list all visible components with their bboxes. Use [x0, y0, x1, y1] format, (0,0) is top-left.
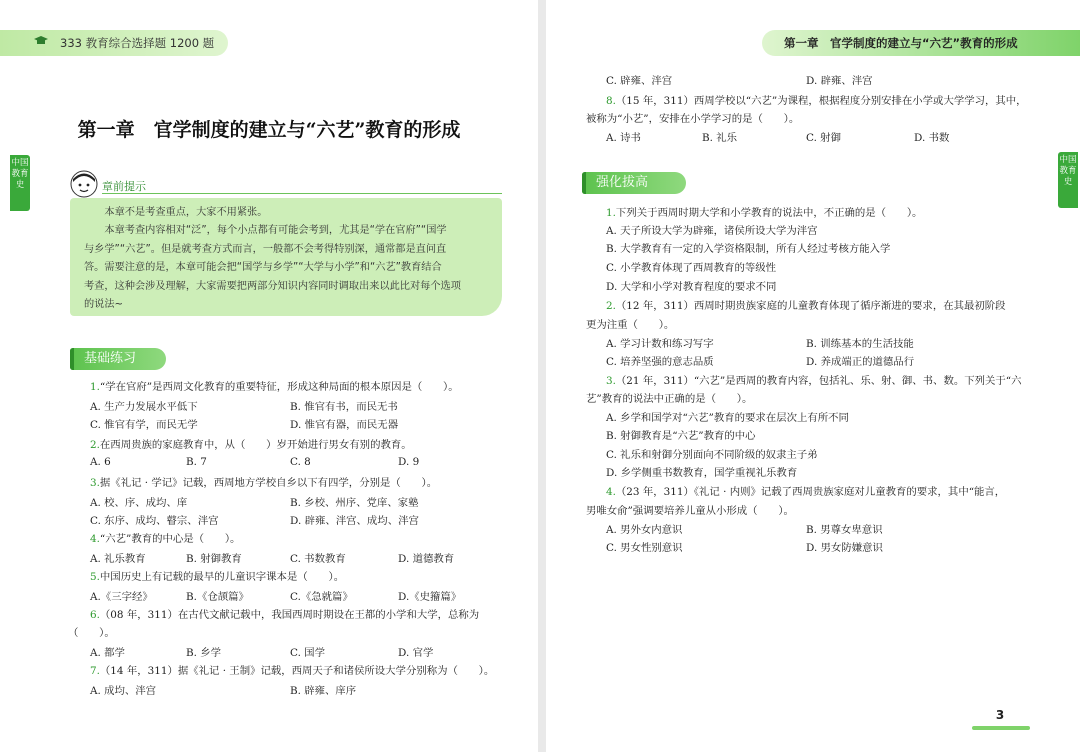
- option: C. 礼乐和射御分别面向不同阶级的奴隶主子弟: [606, 449, 818, 461]
- option: A. 乡学和国学对“六艺”教育的要求在层次上有所不同: [606, 412, 849, 424]
- option: A. 生产力发展水平低下: [90, 401, 198, 413]
- option: A.《三字经》: [90, 591, 153, 603]
- chapter-tip-box: [70, 198, 502, 316]
- option: B. 大学教育有一定的入学资格限制，所有人经过考核方能入学: [606, 243, 891, 255]
- graduation-cap-icon: [34, 36, 48, 45]
- question: 6.（08 年，311）在古代文献记载中，我国西周时期设在王都的小学和大学，总称为: [90, 609, 480, 621]
- chapter-header-title: 第一章 官学制度的建立与“六艺”教育的形成: [784, 36, 1018, 50]
- option: A. 礼乐教育: [90, 553, 146, 565]
- question: 3.（21 年，311）“六艺”是西周的教育内容，包括礼、乐、射、御、书、数。下列关于“六: [606, 375, 1022, 387]
- question: 2.（12 年，311）西周时期贵族家庭的儿童教育体现了循序渐进的要求，在其最初阶段: [606, 300, 1006, 312]
- question-continuation: 被称为“小艺”，安排在小学学习的是（ ）。: [586, 113, 800, 125]
- section-title-basic: 基础练习: [70, 348, 166, 370]
- book-header: [0, 30, 228, 56]
- question: 8.（15 年，311）西周学校以“六艺”为课程，根据程度分别安排在小学或大学学习，其中，: [606, 95, 1027, 107]
- question: 2.在西周贵族的家庭教育中，从（ ）岁开始进行男女有别的教育。: [90, 439, 412, 451]
- option: C.《急就篇》: [290, 591, 353, 603]
- question: 4.（23 年，311）《礼记 · 内则》记载了西周贵族家庭对儿童教育的要求，其中“能言，: [606, 486, 1006, 498]
- option: A. 男外女内意识: [606, 524, 683, 536]
- option: D.《史籀篇》: [398, 591, 462, 603]
- page-number: 3: [995, 708, 1005, 722]
- option: C. 书数教育: [290, 553, 346, 565]
- option: D. 官学: [398, 647, 434, 659]
- option: C. 辟雍、泮宫: [606, 75, 673, 87]
- option: C. 小学教育体现了西周教育的等级性: [606, 262, 777, 274]
- tip-line: 考查，这种会涉及理解，大家需要把两部分知识内容同时调取出来以此比对每个选项: [84, 280, 461, 292]
- chapter-header: [762, 30, 1080, 56]
- option: D. 道德教育: [398, 553, 455, 565]
- tip-line: 的说法~: [84, 299, 124, 311]
- option: B. 乡校、州序、党庠、家塾: [290, 497, 419, 509]
- section-title-advanced: 强化拔高: [582, 172, 686, 194]
- chapter-title: 第一章 官学制度的建立与“六艺”教育的形成: [77, 119, 461, 141]
- option: C. 8: [290, 456, 311, 468]
- option: A. 天子所设大学为辟雍，诸侯所设大学为泮宫: [606, 225, 818, 237]
- option: C. 东序、成均、瞽宗、泮宫: [90, 515, 219, 527]
- question-continuation: 男唯女俞”强调要培养儿童从小形成（ ）。: [586, 505, 794, 517]
- tip-paragraph: 本章考查内容相对“泛”，每个小点都有可能会考到，尤其是“学在官府”“国学: [104, 225, 447, 237]
- option: B. 礼乐: [702, 132, 738, 144]
- option: C. 国学: [290, 647, 325, 659]
- option: D. 养成端正的道德品行: [806, 356, 915, 368]
- option: A. 校、序、成均、庠: [90, 497, 188, 509]
- tip-line: 与乡学”“六艺”。但是就考查方式而言，一般都不会考得特别深，通常都是直问直: [84, 243, 447, 255]
- option: D. 惟官有器，而民无器: [290, 419, 399, 431]
- question: 4.“六艺”教育的中心是（ ）。: [90, 533, 241, 545]
- option: B. 男尊女卑意识: [806, 524, 883, 536]
- option: D. 辟雍、泮宫、成均、泮宫: [290, 515, 419, 527]
- option: B. 训练基本的生活技能: [806, 338, 914, 350]
- side-tab-left: 中国教育史: [10, 155, 30, 211]
- question-continuation: 更为注重（ ）。: [586, 319, 675, 331]
- option: D. 书数: [914, 132, 950, 144]
- question: 5.中国历史上有记载的最早的儿童识字课本是（ ）。: [90, 571, 345, 583]
- side-tab-right: 中国教育史: [1058, 152, 1078, 208]
- option: A. 诗书: [606, 132, 641, 144]
- option: C. 射御: [806, 132, 841, 144]
- option: D. 乡学侧重书数教育，国学重视礼乐教育: [606, 467, 798, 479]
- left-page: [0, 0, 538, 752]
- option: A. 都学: [90, 647, 125, 659]
- divider: [102, 193, 502, 194]
- right-page: [546, 0, 1080, 752]
- tip-title: 章前提示: [102, 180, 146, 193]
- option: C. 培养坚强的意志品质: [606, 356, 714, 368]
- tip-paragraph: 本章不是考查重点，大家不用紧张。: [104, 207, 268, 218]
- option: B. 辟雍、庠序: [290, 685, 357, 697]
- question: 3.据《礼记 · 学记》记载，西周地方学校自乡以下有四学，分别是（ ）。: [90, 477, 438, 489]
- option: B. 射御教育: [186, 553, 242, 565]
- option: B. 乡学: [186, 647, 222, 659]
- option: D. 辟雍、泮宫: [806, 75, 873, 87]
- option: B.《仓颉篇》: [186, 591, 249, 603]
- tip-line: 答。需要注意的是，本章可能会把“国学与乡学”“大学与小学”和“六艺”教育结合: [84, 262, 442, 274]
- student-avatar-icon: [70, 170, 98, 198]
- option: D. 男女防嫌意识: [806, 542, 883, 554]
- option: A. 成均、泮宫: [90, 685, 157, 697]
- option: C. 惟官有学，而民无学: [90, 419, 198, 431]
- option: A. 学习计数和练习写字: [606, 338, 714, 350]
- option: B. 7: [186, 456, 207, 468]
- page-number-underline: [972, 726, 1030, 730]
- question: 1.下列关于西周时期大学和小学教育的说法中，不正确的是（ ）。: [606, 207, 923, 219]
- question: 1.“学在官府”是西周文化教育的重要特征，形成这种局面的根本原因是（ ）。: [90, 381, 459, 393]
- option: B. 射御教育是“六艺”教育的中心: [606, 430, 756, 442]
- question: 7.（14 年，311）据《礼记 · 王制》记载，西周天子和诸侯所设大学分别称为（ ）。: [90, 665, 495, 677]
- question-continuation: （ ）。: [68, 627, 115, 639]
- question-continuation: 艺”教育的说法中正确的是（ ）。: [586, 393, 753, 405]
- book-title: 333 教育综合选择题 1200 题: [60, 36, 215, 50]
- option: D. 9: [398, 456, 420, 468]
- option: A. 6: [90, 456, 111, 468]
- option: B. 惟官有书，而民无书: [290, 401, 398, 413]
- option: C. 男女性别意识: [606, 542, 683, 554]
- option: D. 大学和小学对教育程度的要求不同: [606, 281, 777, 293]
